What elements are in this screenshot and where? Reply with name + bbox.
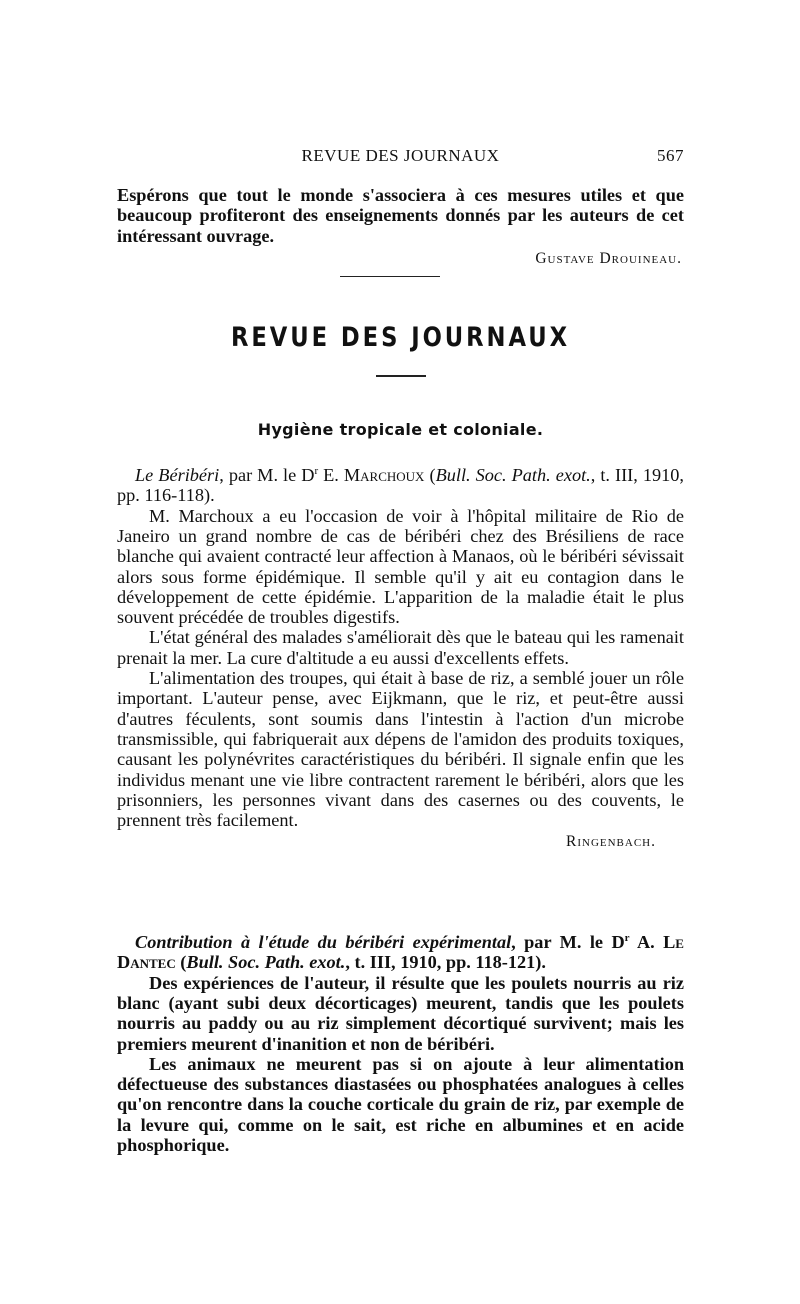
section-main-title: REVUE DES JOURNAUX — [230, 322, 571, 353]
article-1-reference — [117, 461, 684, 506]
article-2 — [117, 928, 684, 1155]
article-1-paragraph: L'alimentation des troupes, qui était à base de riz, a semblé jouer un rôle important. L'auteur pense, avec Eijkmann, que le riz, et peut-être aussi d'autres féculents, sont soumis dans l'intestin à l'action d'un microbe transmissible, qui fabriquerait aux dépens de l'amidon des produits toxiques, causant les polynévrites caractéristiques du béribéri. Il signale enfin que les individus menant une vie libre contractent rarement le béribéri, alors que les prisonniers, les personnes vivant dans des casernes ou des couvents, le prennent très facilement. — [117, 668, 684, 831]
article-2-paragraph: Les animaux ne meurent pas si on ajoute à leur alimentation défectueuse des substances diastasées ou phosphatées analogues à celles qu'on rencontre dans la couche corticale du grain de riz, par exemple de la levure qui, comme on le sait, est riche en albumines et en acide phosphorique. — [117, 1053, 684, 1156]
article-1-signature: Ringenbach. — [566, 833, 656, 851]
separator-rule — [340, 276, 440, 278]
article-2-ref-by: , par M. le D — [511, 932, 625, 953]
section-subtitle: Hygiène tropicale et coloniale. — [257, 420, 544, 439]
article-2-ref-tail: , t. III, 1910, pp. 118-121). — [345, 952, 546, 973]
previous-review — [117, 185, 684, 277]
title-underline-rule — [376, 375, 426, 377]
article-1-ref-tail: , t. III, 1910, pp. 116-118). — [117, 465, 684, 506]
article-2-ref-sup: r — [624, 932, 630, 944]
article-1-author: E. Marchoux ( — [318, 465, 436, 486]
section-subtitle-block — [117, 420, 684, 439]
article-1-paragraph: L'état général des malades s'améliorait dès que le bateau qui les ramenait prenait la mer. La cure d'altitude a eu aussi d'excellents effets. — [117, 627, 684, 668]
previous-review-signature: Gustave Drouineau. — [535, 249, 682, 267]
article-2-journal: Bull. Soc. Path. exot. — [186, 952, 346, 973]
page-number: 567 — [657, 146, 684, 165]
previous-review-closing-text: Espérons que tout le monde s'associera à ces mesures utiles et que beaucoup profiteront des enseignements donnés par les auteurs de cet intéressant ouvrage. — [117, 185, 684, 246]
article-1-ref-by: , par M. le D — [219, 465, 315, 486]
article-1-ref-sup: r — [314, 465, 319, 477]
article-2-title: Contribution à l'étude du béribéri expérimental — [135, 932, 512, 953]
section-heading — [117, 322, 684, 377]
article-1-title: Le Béribéri — [135, 465, 220, 486]
article-1-paragraph: M. Marchoux a eu l'occasion de voir à l'hôpital militaire de Rio de Janeiro un grand nombre de cas de béribéri chez des Brésiliens de race blanche qui avaient contracté leur affection à Manaos, où le béribéri sévissait alors sous forme épidémique. Il semble qu'il y ait eu contagion dans le développement de cette épidémie. L'apparition de la maladie était le plus souvent précédée de troubles digestifs. — [117, 505, 684, 628]
running-head — [117, 146, 684, 170]
article-2-paragraph: Des expériences de l'auteur, il résulte que les poulets nourris au riz blanc (ayant subi deux décorticages) meurent, tandis que les poulets nourris au paddy ou au riz simplement décortiqué survivent; mais les premiers meurent d'inanition et non de béribéri. — [117, 972, 684, 1054]
article-1 — [117, 461, 684, 851]
article-2-author: A. Le Dantec ( — [117, 932, 684, 973]
article-1-journal: Bull. Soc. Path. exot. — [435, 465, 591, 486]
running-head-title: REVUE DES JOURNAUX — [301, 146, 500, 165]
article-2-reference — [117, 928, 684, 973]
